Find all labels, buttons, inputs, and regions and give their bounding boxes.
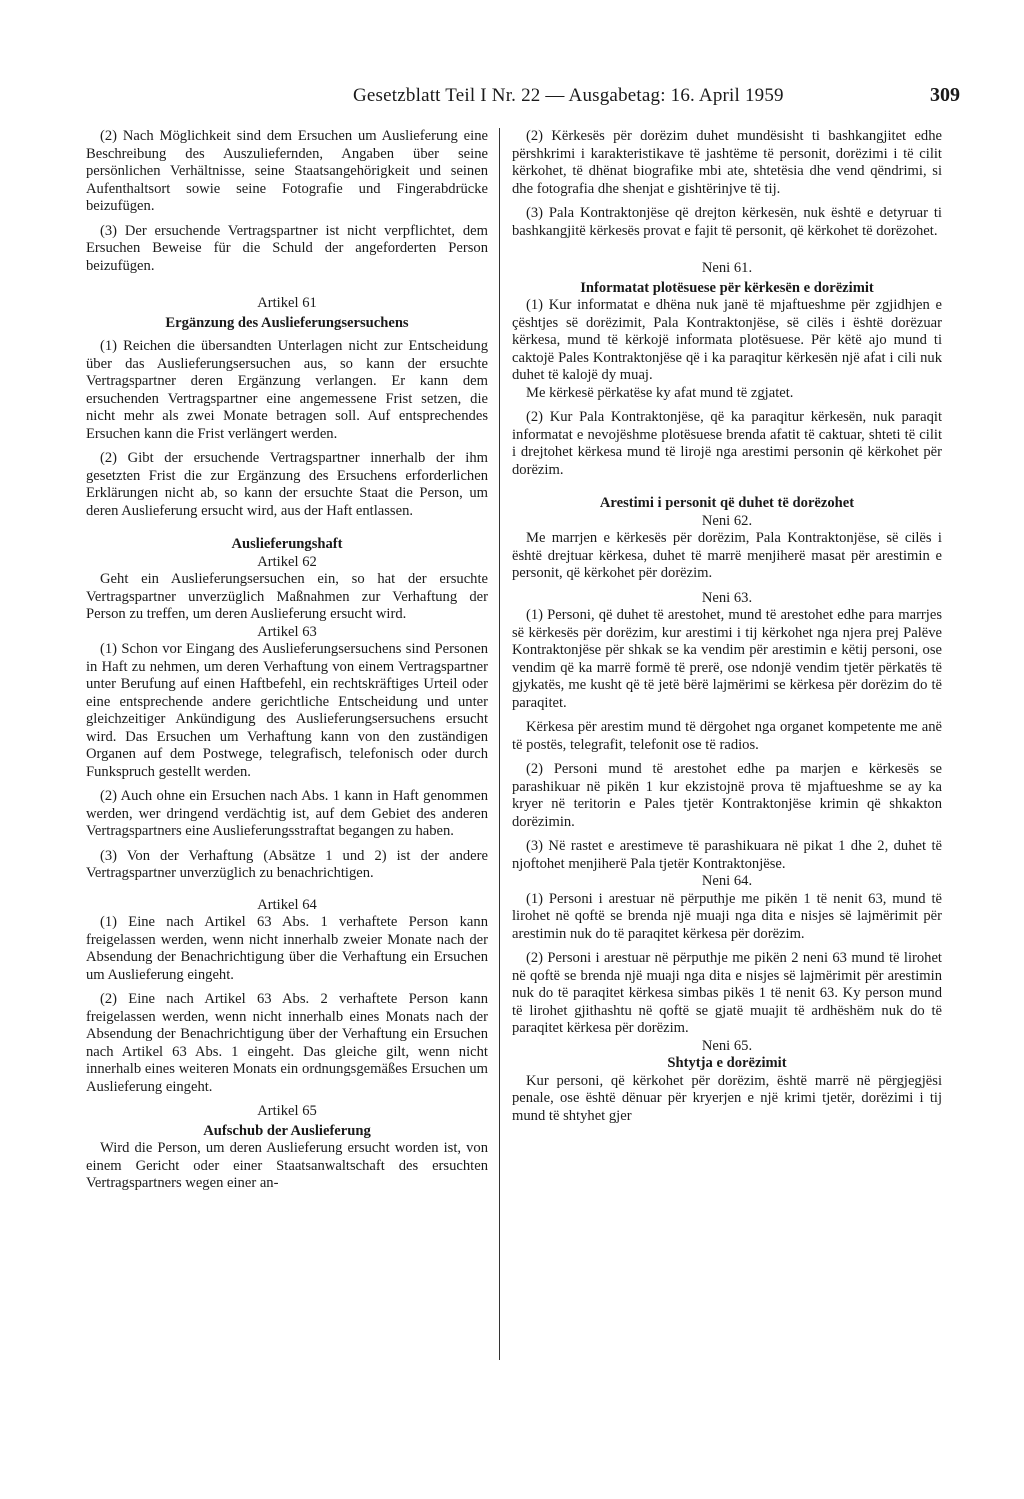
german-column: [86, 128, 488, 1200]
paragraph: (2) Kërkesës për dorëzim duhet mundësisht ti bashkangjitet edhe përshkrimi i karakteristikave të jashtëme të personit, dorëzimi i të cilit kërkohet, të dhënat biografike mbi ate, shtetësia dhe vend qëndrimi, si dhe fotografia dhe shenjat e gishtërinjve të tij.: [512, 128, 942, 197]
article-heading: Neni 65.: [701, 1037, 753, 1054]
paragraph: (2) Personi i arestuar në përputhje me pikën 2 neni 63 mund të lirohet në qoftë se brenda një muaji nga dita e nisjes së lajmërimit për arestimin nuk do të paraqitet kërkesa simbas pikës 1 të nenit 63. Ky person mund të lirohet gjithashtu në qoftë se gjatë muajit të ardhëshëm nuk do të paraqitet kërkesa për dorëzim.: [512, 950, 942, 1036]
albanian-column: [512, 128, 942, 1132]
paragraph: (3) Pala Kontraktonjëse që drejton kërkesën, nuk është e detyruar ti bashkangjitë kërkesës provat e fajit të personit, që kërkohet të dorëzohet.: [512, 205, 942, 239]
paragraph: (2) Eine nach Artikel 63 Abs. 2 verhaftete Person kann freigelassen werden, wenn nicht innerhalb eines Monats nach der Absendung der Benachrichtigung über der Verhaftung ein Ersuchen nach Artikel 63 Abs. 1 eingeht. Das gleiche gilt, wenn nicht innerhalb eines weiteren Monats ein ordnungsgemäßes Ersuchen um Auslieferung eingeht.: [86, 991, 488, 1095]
paragraph: (1) Schon vor Eingang des Auslieferungsersuchens sind Personen in Haft zu nehmen, um deren Verhaftung von einem Vertragspartner unter Berufung auf einen Haftbefehl, ein rechtskräftiges Urteil oder eine entsprechende andere gerichtliche Entscheidung und unter gleichzeitiger Ankündigung des Auslieferungsersuchens ersucht wird. Das Ersuchen um Verhaftung kann von den zuständigen Organen auf dem Postwege, telegrafisch, telefonisch oder durch Funkspruch gestellt werden.: [86, 641, 488, 780]
running-title: Gesetzblatt Teil I Nr. 22 — Ausgabetag: 16. April 1959: [353, 85, 784, 106]
article-heading: Artikel 61: [257, 295, 317, 311]
section-title: Arestimi i personit që duhet të dorëzohet: [599, 495, 855, 511]
article-heading: Artikel 64: [257, 896, 317, 913]
paragraph: (2) Personi mund të arestohet edhe pa marjen e kërkesës se parashikuar në pikën 1 kur ekzistojnë prova të mjaftueshme se ay ka kryer në teritorin e Pales tjetër Kontraktonjëse krimin që shkakton dorëzimin.: [512, 761, 942, 830]
paragraph: (3) Der ersuchende Vertragspartner ist nicht verpflichtet, dem Ersuchen Beweise für die Schuld der angeforderten Person beizufügen.: [86, 222, 488, 274]
article-title: Informatat plotësuese për kërkesën e dorëzimit: [580, 279, 874, 296]
paragraph: (2) Nach Möglichkeit sind dem Ersuchen um Auslieferung eine Beschreibung des Auszuliefernden, Angaben über seine persönlichen Verhältnisse, seine Staatsangehörigkeit und seinen Aufenthaltsort sowie seine Fotografie und Fingerabdrücke beizufügen.: [86, 128, 488, 214]
page-header: [70, 82, 960, 112]
paragraph: (1) Personi i arestuar në përputhje me pikën 1 të nenit 63, mund të lirohet në qoftë se brenda një muaji nga dita e nisjes së lajmërimit për arestimin nuk do të paraqitet kërkesa për dorëzim.: [512, 890, 942, 942]
page-number: 309: [930, 84, 960, 106]
paragraph: (1) Kur informatat e dhëna nuk janë të mjaftueshme për zgjidhjen e çështjes së dorëzimit, Pala Kontraktonjëse, së cilës i është dorëzuar kërkesa, mund të kërkojë informata plotësuese. Për këtë ajo mund ti caktojë Pales Kontraktonjëse që i ka paraqitur kërkesën një afat i cili nuk duhet të kalojë dy muaj.: [512, 297, 942, 383]
paragraph: (2) Gibt der ersuchende Vertragspartner innerhalb der ihm gesetzten Frist die zur Ergänzung des Ersuchens erforderlichen Erklärungen nicht ab, so kann der ersuchte Staat die Person, um deren Auslieferung ersucht wird, aus der Haft entlassen.: [86, 450, 488, 519]
article-title: Shtytja e dorëzimit: [667, 1055, 787, 1071]
paragraph: Kur personi, që kërkohet për dorëzim, është marrë në përgjegjësi penale, ose është dënuar për kryerjen e një krimi tjetër, dorëzimi i tij mund të shtyhet gjer: [512, 1072, 942, 1124]
paragraph: (1) Reichen die übersandten Unterlagen nicht zur Entscheidung über das Auslieferungsersuchen aus, so kann der ersuchte Vertragspartner deren Ergänzung verlangen. Er kann dem ersuchenden Vertragspartner eine angemessene Frist setzen, die nicht mehr als zwei Monate betragen soll. Auf entsprechendes Ersuchen kann die Frist verlängert werden.: [86, 338, 488, 442]
article-heading: Neni 62.: [701, 512, 753, 529]
page-bottom-margin: [0, 1370, 1024, 1499]
section-title: Auslieferungshaft: [231, 536, 343, 552]
paragraph: (2) Kur Pala Kontraktonjëse, që ka paraqitur kërkesën, nuk paraqit informatat e nevojëshme plotësuese brenda afatit të caktuar, shteti të cilit i drejtohet kërkesa mund të lirojë nga arestimi personin që kërkohet për dorëzim.: [512, 409, 942, 478]
article-heading: Artikel 62: [257, 553, 317, 570]
article-title: Aufschub der Auslieferung: [203, 1122, 371, 1139]
paragraph: (3) Von der Verhaftung (Absätze 1 und 2) ist der andere Vertragspartner unverzüglich zu benachrichtigen.: [86, 847, 488, 881]
paragraph: Me kërkesë përkatëse ky afat mund të zgjatet.: [526, 384, 794, 401]
article-heading: Neni 61.: [701, 260, 753, 276]
paragraph: (3) Në rastet e arestimeve të parashikuara në pikat 1 dhe 2, duhet të njoftohet menjiherë Pala tjetër Kontraktonjëse.: [512, 838, 942, 872]
article-title: Ergänzung des Auslieferungsersuchens: [165, 314, 409, 331]
paragraph: (1) Personi, që duhet të arestohet, mund të arestohet edhe para marrjes së kërkesës për dorëzim, kur arestimi i tij kërkohet nga njera prej Palëve Kontraktonjëse për shkak se ka vendim për arestimin e këtij personi, ose vendim që ka marrë formë të prerë, ose ndonjë vendim tjetër përkatës të gjykatës, me kusht që të jetë bërë lajmërimi se kërkesa për dorëzim do të paraqitet.: [512, 607, 942, 711]
paragraph: Wird die Person, um deren Auslieferung ersucht worden ist, von einem Gericht oder einer Staatsanwaltschaft des ersuchten Vertragspartners wegen einer an-: [86, 1140, 488, 1191]
paragraph: Me marrjen e kërkesës për dorëzim, Pala Kontraktonjëse, së cilës i është drejtuar kërkesa, duhet të marrë menjiherë masat për arestimin e personit, që kërkohet për dorëzim.: [512, 530, 942, 581]
article-heading: Neni 64.: [701, 873, 753, 889]
article-heading: Artikel 63: [257, 623, 317, 640]
paragraph: Geht ein Auslieferungsersuchen ein, so hat der ersuchte Vertragspartner unverzüglich Maßnahmen zur Verhaftung der Person zu treffen, um deren Auslieferung ersucht wird.: [86, 571, 488, 622]
article-heading: Artikel 65: [257, 1103, 317, 1119]
paragraph: (1) Eine nach Artikel 63 Abs. 1 verhaftete Person kann freigelassen werden, wenn nicht innerhalb zweier Monate nach der Absendung der Benachrichtigung über die Verhaftung ein Ersuchen um Auslieferung eingeht.: [86, 914, 488, 983]
article-heading: Neni 63.: [701, 589, 753, 606]
paragraph: Kërkesa për arestim mund të dërgohet nga organet kompetente me anë të postës, telegrafit, telefonit ose të radios.: [512, 719, 942, 753]
paragraph: (2) Auch ohne ein Ersuchen nach Abs. 1 kann in Haft genommen werden, wer dringend verdächtig ist, auf dem Gebiet des anderen Vertragspartners eine Auslieferungsstraftat begangen zu haben.: [86, 788, 488, 839]
column-divider: [499, 128, 500, 1360]
